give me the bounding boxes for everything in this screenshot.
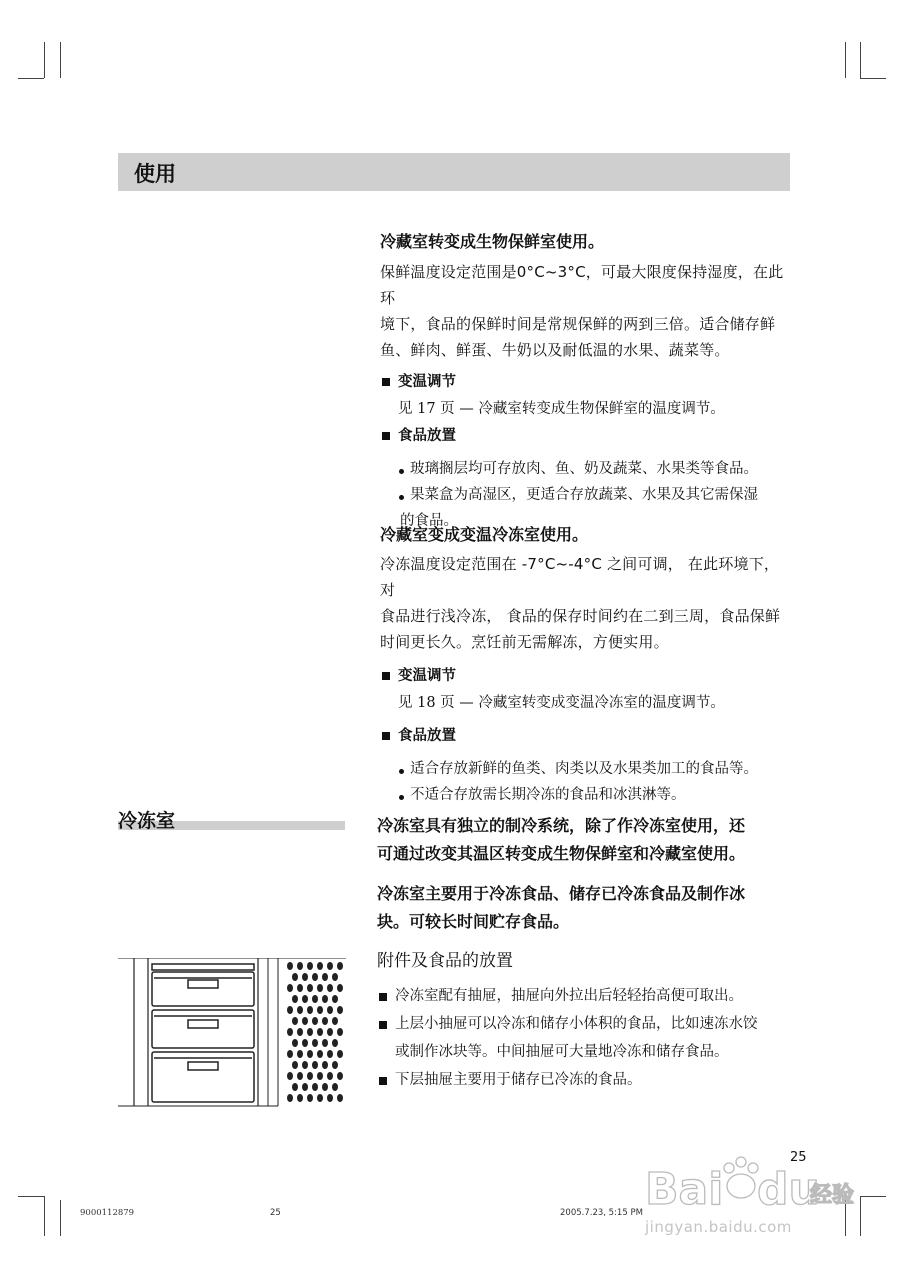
perforation-dot — [317, 1028, 323, 1036]
subheading-food-placement: 食品放置 — [380, 724, 792, 748]
perforation-dot — [327, 1072, 333, 1080]
perforation-dot — [287, 1072, 293, 1080]
perforation-dot — [337, 1006, 343, 1014]
perforation-dot — [312, 1083, 318, 1091]
perforation-dot — [327, 962, 333, 970]
perforation-dot — [287, 1006, 293, 1014]
perforation-dot — [322, 1017, 328, 1025]
section-header-bar — [118, 153, 790, 191]
perforation-dot — [327, 1006, 333, 1014]
crop-mark — [860, 78, 886, 79]
perforation-dot — [337, 962, 343, 970]
perforation-dot — [327, 984, 333, 992]
perforation-dot — [292, 995, 298, 1003]
perforation-dot — [337, 984, 343, 992]
perforation-dot — [312, 1017, 318, 1025]
body-line: 可通过改变其温区转变成生物保鲜室和冷藏室使用。 — [377, 844, 746, 863]
perforation-dot — [307, 1050, 313, 1058]
list-item: 适合存放新鲜的鱼类、肉类以及水果类加工的食品等。 — [380, 756, 792, 782]
accessories-heading: 附件及食品的放置 — [377, 951, 513, 971]
perforation-dot — [327, 1050, 333, 1058]
section-heading: 冷藏室变成变温冷冻室使用。 — [380, 525, 589, 544]
perforation-dot — [292, 1039, 298, 1047]
watermark-brand-a: Bai — [645, 1164, 724, 1215]
perforation-dot — [317, 1050, 323, 1058]
page-number: 25 — [790, 1150, 807, 1165]
perforation-dot — [337, 1094, 343, 1102]
perforation-dot — [307, 984, 313, 992]
list-item: 玻璃搁层均可存放肉、鱼、奶及蔬菜、水果类等食品。 — [380, 456, 792, 482]
perforation-dot — [317, 1094, 323, 1102]
freezer-body — [377, 812, 793, 1094]
perforation-dot — [302, 1061, 308, 1069]
freezer-drawer-illustration — [118, 958, 346, 1108]
perforation-dot — [287, 962, 293, 970]
subheading-food-placement: 食品放置 — [380, 424, 792, 448]
perforation-dot — [337, 1028, 343, 1036]
body-line: 食品进行浅冷冻， 食品的保存时间约在二到三周，食品保鲜 — [380, 607, 781, 625]
crop-mark — [60, 1200, 61, 1236]
perforation-dot — [302, 1083, 308, 1091]
list-item: 下层抽屉主要用于储存已冷冻的食品。 — [377, 1066, 793, 1094]
perforation-dot — [297, 1050, 303, 1058]
perforation-dot — [322, 1061, 328, 1069]
perforation-dot — [287, 1050, 293, 1058]
page-reference: 见 17 页 — — [398, 401, 479, 417]
body-line: 境下，食品的保鲜时间是常规保鲜的两到三倍。适合储存鲜 — [380, 315, 776, 333]
perforation-dot — [307, 1094, 313, 1102]
freezer-section-title: 冷冻室 — [118, 810, 176, 832]
section-variable-freeze — [380, 524, 792, 808]
perforation-dot — [292, 973, 298, 981]
perforation-dot — [332, 995, 338, 1003]
perforation-dot — [312, 973, 318, 981]
list-item: 冷冻室配有抽屉，抽屉向外拉出后轻轻抬高便可取出。 — [377, 982, 793, 1010]
crop-mark — [860, 1196, 861, 1236]
perforation-dot — [317, 962, 323, 970]
perforation-dot — [322, 1083, 328, 1091]
perforation-dot — [327, 1028, 333, 1036]
body-line: 冷冻温度设定范围在 -7°C~-4°C 之间可调， 在此环境下， 对 — [380, 555, 780, 599]
perforation-dot — [332, 1061, 338, 1069]
perforation-dot — [302, 973, 308, 981]
perforation-dot — [337, 1072, 343, 1080]
body-line: 冷冻室具有独立的制冷系统，除了作冷冻室使用，还 — [377, 816, 746, 835]
crop-mark — [44, 42, 45, 78]
crop-mark — [60, 42, 61, 78]
perforation-dot — [307, 962, 313, 970]
perforation-dot — [337, 1050, 343, 1058]
section-heading: 冷藏室转变成生物保鲜室使用。 — [380, 232, 605, 251]
crop-mark — [860, 42, 861, 78]
perforation-dot — [317, 1006, 323, 1014]
list-item-continuation: 或制作冰块等。中间抽屉可大量地冷冻和储存食品。 — [395, 1044, 729, 1060]
reference-text: 冷藏室转变成变温冷冻室的温度调节。 — [478, 695, 725, 711]
perforation-dot — [287, 984, 293, 992]
perforation-dot — [307, 1006, 313, 1014]
list-item: 上层小抽屉可以冷冻和储存小体积的食品，比如速冻水饺 — [377, 1010, 793, 1038]
perforation-dot — [332, 973, 338, 981]
body-line: 块。可较长时间贮存食品。 — [377, 912, 570, 931]
reference-text: 冷藏室转变成生物保鲜室的温度调节。 — [478, 401, 725, 417]
perforation-dot — [297, 1094, 303, 1102]
paw-icon — [724, 1157, 758, 1198]
list-item: 果菜盒为高湿区，更适合存放蔬菜、水果及其它需保湿 — [380, 482, 792, 508]
perforation-dot — [297, 1072, 303, 1080]
perforation-dot — [307, 1028, 313, 1036]
body-line: 保鲜温度设定范围是0°C~3°C，可最大限度保持湿度，在此环 — [380, 263, 784, 307]
freezer-drawer-drawing — [118, 958, 346, 1108]
subheading-temp-adjust: 变温调节 — [380, 664, 792, 688]
perforation-dot — [297, 962, 303, 970]
crop-mark — [44, 1196, 45, 1236]
section-bio-fresh — [380, 231, 792, 534]
watermark-brand-c: 经验 — [810, 1183, 855, 1208]
perforation-dot — [332, 1083, 338, 1091]
temp-reference — [380, 397, 792, 421]
perforation-dot — [332, 1039, 338, 1047]
subheading-temp-adjust: 变温调节 — [380, 370, 792, 394]
footer-page: 25 — [270, 1208, 281, 1218]
crop-mark — [860, 1196, 886, 1197]
perforation-dot — [312, 995, 318, 1003]
list-item-continuation: 的食品。 — [400, 513, 458, 529]
perforation-dot — [322, 995, 328, 1003]
body-line: 鱼、鲜肉、鲜蛋、牛奶以及耐低温的水果、蔬菜等。 — [380, 341, 730, 359]
body-line: 时间更长久。烹饪前无需解冻，方便实用。 — [380, 633, 669, 651]
perforation-dot — [292, 1017, 298, 1025]
perforation-dot — [317, 984, 323, 992]
crop-mark — [18, 78, 44, 79]
perforation-dot — [297, 1006, 303, 1014]
perforation-dot — [327, 1094, 333, 1102]
perforation-dot — [332, 1017, 338, 1025]
perforation-dot — [322, 1039, 328, 1047]
perforation-dot — [302, 1039, 308, 1047]
perforation-dot — [292, 1061, 298, 1069]
page-title: 使用 — [134, 162, 176, 186]
perforation-dot — [297, 984, 303, 992]
footer-datetime: 2005.7.23, 5:15 PM — [560, 1208, 643, 1218]
page-reference: 见 18 页 — — [398, 695, 479, 711]
perforation-dot — [287, 1094, 293, 1102]
perforation-dot — [317, 1072, 323, 1080]
perforation-dot — [292, 1083, 298, 1091]
perforation-dot — [302, 995, 308, 1003]
temp-reference — [380, 691, 792, 715]
baidu-logo — [645, 1148, 855, 1218]
watermark-url: jingyan.baidu.com — [645, 1218, 792, 1236]
perforation-dot — [302, 1017, 308, 1025]
perforation-dot — [312, 1061, 318, 1069]
perforation-dot — [312, 1039, 318, 1047]
perforation-dot — [322, 973, 328, 981]
list-item: 不适合存放需长期冷冻的食品和冰淇淋等。 — [380, 782, 792, 808]
crop-mark — [18, 1196, 44, 1197]
baidu-watermark — [645, 1148, 855, 1248]
crop-mark — [845, 42, 846, 78]
perforation-dot — [287, 1028, 293, 1036]
perforation-dot — [307, 1072, 313, 1080]
footer-doc-id: 9000112879 — [80, 1208, 135, 1218]
body-line: 冷冻室主要用于冷冻食品、储存已冷冻食品及制作冰 — [377, 884, 746, 903]
watermark-brand-b: du — [757, 1164, 820, 1215]
perforation-dot — [297, 1028, 303, 1036]
